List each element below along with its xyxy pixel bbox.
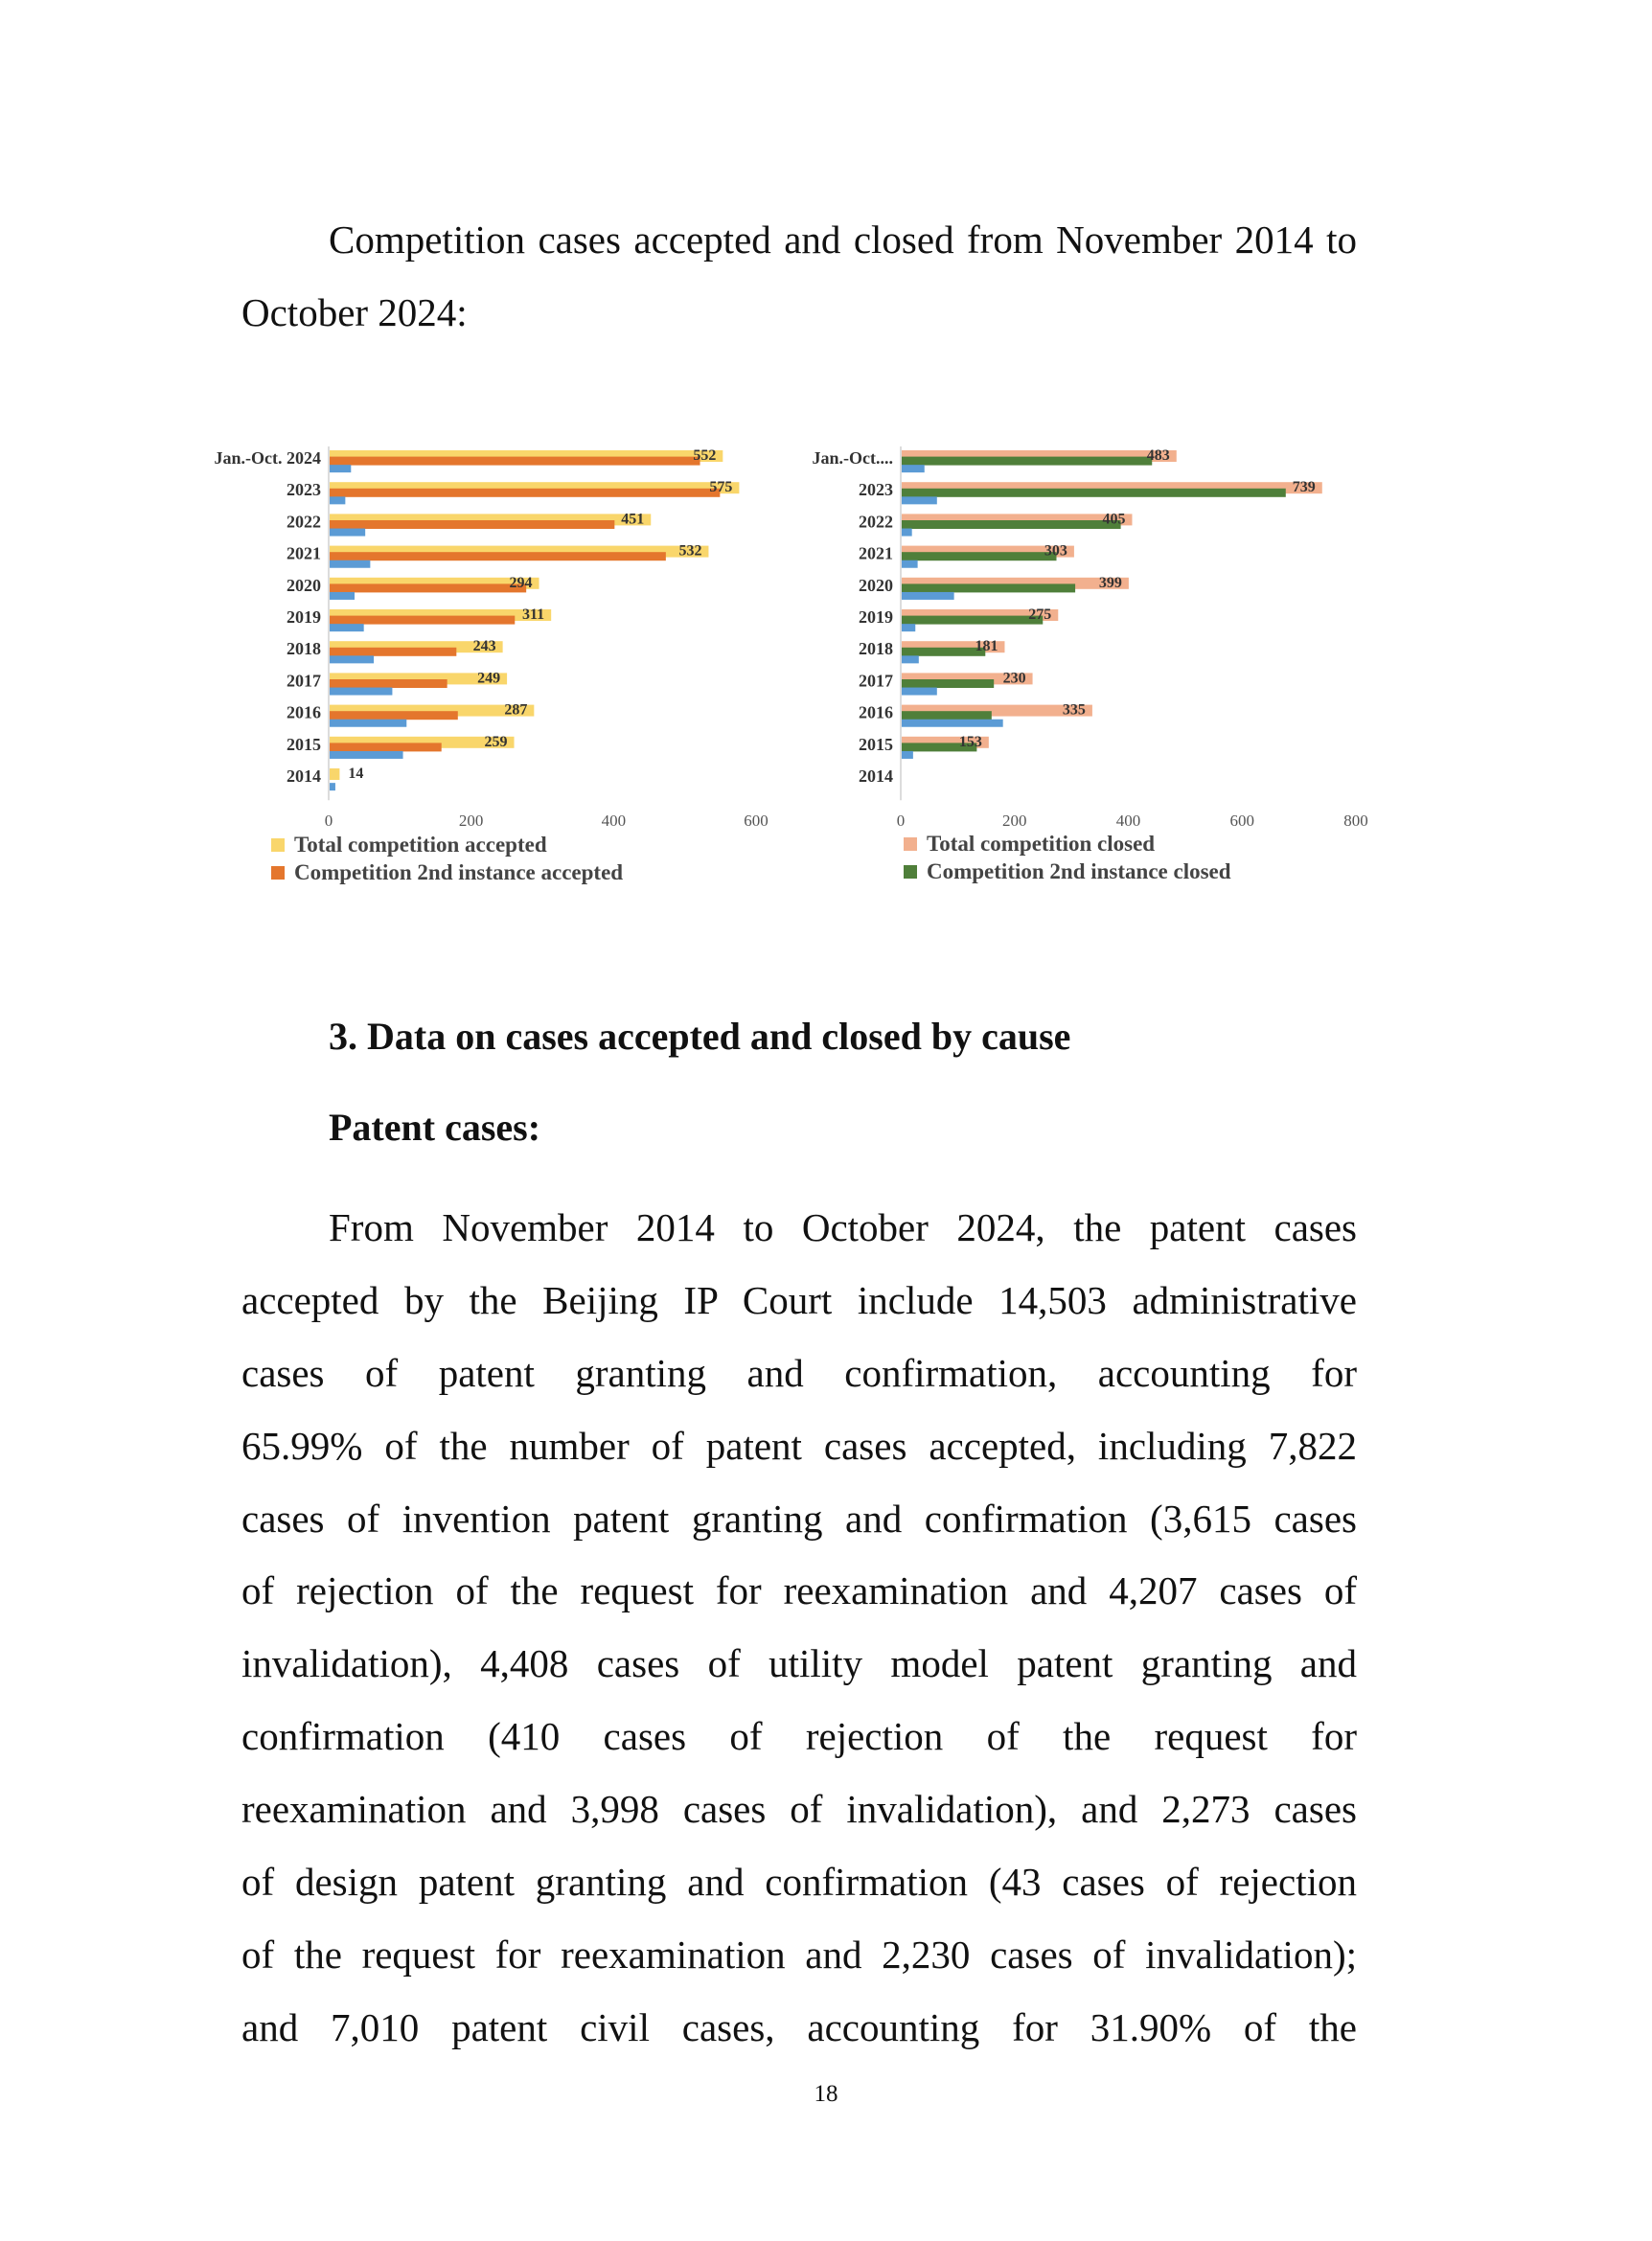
bar-other: [330, 496, 345, 504]
paragraph-line: confirmation (410 cases of rejection of the request for: [241, 1714, 1357, 1759]
bar-second-instance: [330, 679, 447, 688]
bar-second-instance: [330, 457, 700, 466]
bar-other: [330, 751, 403, 759]
category-label: 2021: [287, 543, 321, 563]
category-label: Jan.-Oct....: [812, 448, 893, 468]
x-tick-label: 0: [896, 812, 906, 830]
data-label: 399: [1098, 574, 1122, 591]
bar-second-instance: [330, 711, 458, 720]
x-tick-label: 400: [601, 812, 627, 830]
bar-other: [902, 751, 913, 759]
intro-line-1: Competition cases accepted and closed from November: [329, 217, 1223, 262]
bar-second-instance: [330, 520, 614, 529]
bar-other: [902, 592, 954, 600]
bar-other: [902, 560, 918, 568]
x-tick-label: 200: [458, 812, 484, 830]
section-heading: 3. Data on cases accepted and closed by cause: [329, 1015, 1071, 1058]
paragraph-line: accepted by the Beijing IP Court include 14,503 administrative: [241, 1277, 1357, 1322]
category-label: 2015: [287, 734, 321, 754]
legend-label: Competition 2nd instance closed: [927, 859, 1231, 883]
bar-second-instance: [902, 489, 1286, 497]
intro-line-2: 2014 to October 2024:: [241, 217, 1358, 334]
bar-second-instance: [902, 552, 1057, 560]
data-label: 230: [1002, 670, 1026, 687]
category-label: 2021: [859, 543, 893, 563]
data-label: 575: [709, 479, 733, 496]
paragraph-line: invalidation), 4,408 cases of utility model patent granting and: [241, 1641, 1357, 1686]
paragraph-line: of the request for reexamination and 2,230 cases of invalidation);: [241, 1932, 1357, 1977]
category-label: 2022: [287, 512, 321, 532]
data-label: 335: [1062, 701, 1086, 719]
category-label: 2017: [287, 671, 321, 691]
bar-second-instance: [330, 552, 666, 560]
bar-second-instance: [902, 583, 1075, 592]
paragraph-line: From November 2014 to October 2024, the patent cases: [329, 1205, 1357, 1249]
legend-swatch: [271, 838, 285, 852]
bar-second-instance: [902, 648, 985, 656]
bar-other: [330, 783, 335, 790]
data-label: 181: [975, 638, 998, 655]
category-label: 2023: [859, 480, 893, 500]
bar-second-instance: [902, 520, 1121, 529]
category-label: 2016: [287, 702, 321, 722]
category-label: 2020: [859, 575, 893, 595]
bar-other: [902, 465, 925, 472]
category-label: 2023: [287, 480, 321, 500]
bar-second-instance: [330, 583, 526, 592]
bar-second-instance: [330, 616, 515, 625]
bar-other: [330, 688, 392, 696]
paragraph-line: of rejection of the request for reexamination and 4,207 cases of: [241, 1568, 1357, 1613]
patent-cases-paragraph: [241, 1192, 1357, 2065]
category-label: 2020: [287, 575, 321, 595]
x-tick-label: 600: [1229, 812, 1254, 830]
bar-second-instance: [902, 679, 994, 688]
data-label: 483: [1146, 447, 1170, 464]
x-tick-label: 0: [324, 812, 333, 830]
data-label: 552: [693, 447, 717, 464]
bar-other: [330, 465, 351, 472]
competition-accepted-chart: [144, 422, 769, 901]
x-tick-label: 400: [1115, 812, 1141, 830]
competition-closed-chart: [757, 422, 1389, 901]
legend-label: Competition 2nd instance accepted: [294, 860, 624, 884]
category-label: 2018: [859, 639, 893, 659]
x-tick-label: 600: [744, 812, 769, 830]
data-label: 294: [509, 574, 533, 591]
x-tick-label: 800: [1343, 812, 1368, 830]
category-label: 2014: [859, 766, 893, 786]
bar-other: [330, 720, 406, 727]
legend-swatch: [904, 865, 917, 879]
category-label: 2022: [859, 512, 893, 532]
bar-other: [330, 655, 374, 663]
legend-label: Total competition closed: [927, 832, 1156, 856]
paragraph-line: cases of invention patent granting and confirmation (3,615 cases: [241, 1496, 1357, 1541]
data-label: 14: [348, 766, 364, 782]
legend-swatch: [271, 866, 285, 880]
bar-second-instance: [902, 711, 992, 720]
data-label: 739: [1292, 479, 1316, 496]
bar-other: [330, 529, 365, 537]
data-label: 303: [1044, 542, 1067, 560]
data-label: 311: [522, 606, 545, 623]
data-label: 249: [477, 670, 501, 687]
data-label: 243: [472, 638, 496, 655]
bar-other: [902, 496, 937, 504]
bar-second-instance: [330, 743, 442, 751]
paragraph-line: of design patent granting and confirmation (43 cases of rejection: [241, 1860, 1357, 1905]
bar-other: [330, 560, 370, 568]
data-label: 275: [1028, 606, 1052, 623]
category-label: 2019: [287, 607, 321, 627]
bar-second-instance: [902, 457, 1152, 466]
bar-other: [902, 655, 919, 663]
data-label: 532: [678, 542, 702, 560]
category-label: Jan.-Oct. 2024: [214, 448, 321, 468]
category-label: 2019: [859, 607, 893, 627]
category-label: 2016: [859, 702, 893, 722]
paragraph-line: and 7,010 patent civil cases, accounting for 31.90% of the: [241, 2004, 1357, 2049]
category-label: 2015: [859, 734, 893, 754]
x-tick-label: 200: [1002, 812, 1027, 830]
bar-other: [330, 624, 364, 631]
bar-other: [330, 592, 355, 600]
category-label: 2018: [287, 639, 321, 659]
data-label: 451: [621, 511, 645, 528]
bar-other: [902, 688, 937, 696]
intro-paragraph: [241, 203, 1357, 349]
legend-label: Total competition accepted: [294, 833, 547, 857]
bar-second-instance: [330, 648, 456, 656]
data-label: 259: [484, 733, 508, 750]
paragraph-line: cases of patent granting and confirmation, accounting for: [241, 1350, 1357, 1395]
bar-second-instance: [902, 616, 1043, 625]
bar-other: [902, 720, 1003, 727]
category-label: 2014: [287, 766, 321, 786]
bar-second-instance: [330, 489, 720, 497]
legend-swatch: [904, 837, 917, 851]
bar-total: [330, 768, 339, 780]
data-label: 153: [958, 733, 982, 750]
sub-heading: Patent cases:: [329, 1106, 541, 1149]
category-label: 2017: [859, 671, 893, 691]
data-label: 287: [504, 701, 528, 719]
paragraph-line: reexamination and 3,998 cases of invalidation), and 2,273 cases: [241, 1787, 1357, 1832]
bar-other: [902, 529, 912, 537]
data-label: 405: [1102, 511, 1126, 528]
page-number: 18: [814, 2081, 838, 2107]
bar-other: [902, 624, 915, 631]
paragraph-line: 65.99% of the number of patent cases accepted, including 7,822: [241, 1423, 1357, 1468]
